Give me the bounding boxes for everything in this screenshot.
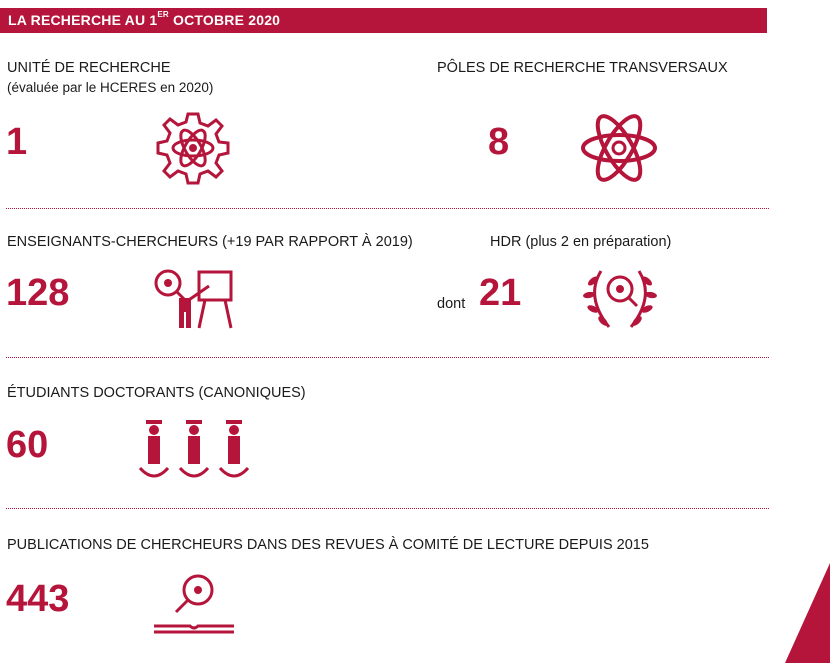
banner-title-sup: ER <box>157 10 169 19</box>
publications-label: PUBLICATIONS DE CHERCHEURS DANS DES REVUES À COMITÉ DE LECTURE DEPUIS 2015 <box>7 537 649 553</box>
poles-label: PÔLES DE RECHERCHE TRANSVERSAUX <box>437 60 728 76</box>
enseignants-value: 128 <box>6 272 70 314</box>
hdr-value: 21 <box>479 272 522 314</box>
separator <box>6 208 769 209</box>
section-banner <box>0 8 767 33</box>
enseignants-label: ENSEIGNANTS-CHERCHEURS (+19 PAR RAPPORT À 2019) <box>7 234 413 250</box>
gear-atom-icon <box>155 110 231 186</box>
banner-title-main: LA RECHERCHE AU 1 <box>8 12 158 28</box>
etudiants-value: 60 <box>6 424 49 466</box>
presenter-board-icon <box>153 268 237 330</box>
laurel-magnifier-icon <box>579 261 661 337</box>
hdr-label: HDR (plus 2 en préparation) <box>490 234 672 250</box>
banner-title-end: OCTOBRE 2020 <box>168 12 281 28</box>
poles-value: 8 <box>488 121 510 163</box>
unite-sublabel: (évaluée par le HCERES en 2020) <box>7 80 214 95</box>
unite-value: 1 <box>6 121 28 163</box>
book-magnifier-icon <box>152 570 236 638</box>
unite-label: UNITÉ DE RECHERCHE <box>7 60 171 76</box>
atom-icon <box>579 112 659 184</box>
decorative-corner <box>785 563 830 663</box>
separator <box>6 357 769 358</box>
separator <box>6 508 769 509</box>
hdr-prefix: dont <box>437 296 466 312</box>
graduates-laurel-icon <box>136 418 252 484</box>
etudiants-label: ÉTUDIANTS DOCTORANTS (CANONIQUES) <box>7 385 306 401</box>
publications-value: 443 <box>6 578 70 620</box>
